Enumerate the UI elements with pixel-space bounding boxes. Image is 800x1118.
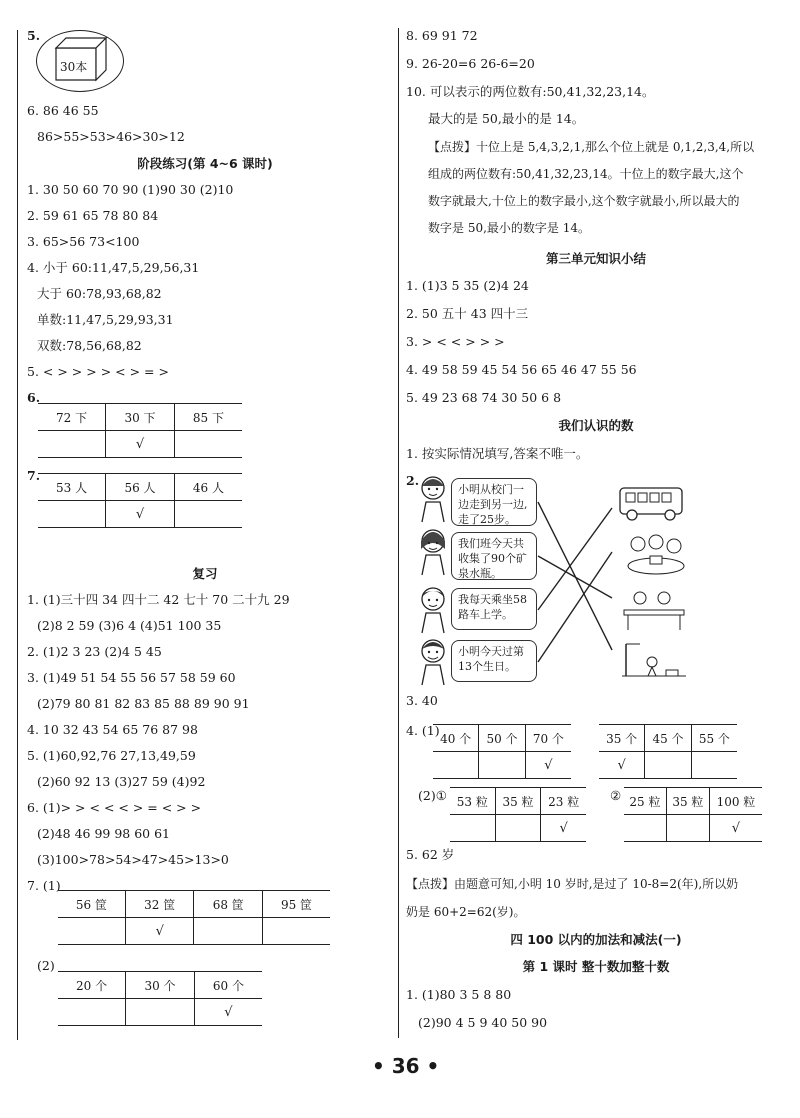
review-q2: 2. (1)2 3 23 (2)4 5 45	[27, 644, 162, 659]
table-cell: 85 下	[174, 404, 242, 431]
table-cell: 53 粒	[450, 788, 495, 815]
table-cell	[433, 752, 479, 779]
boy-birthday-icon	[416, 637, 450, 687]
stage-q4-line-1: 4. 小于 60:11,47,5,29,56,31	[27, 260, 200, 275]
table-cell: 30 个	[126, 972, 195, 999]
speech-bubble-1: 小明从校门一边走到另一边,走了25步。	[451, 478, 537, 526]
table-cell	[691, 752, 737, 779]
lesson1-q1-line-2: (2)90 4 5 9 40 50 90	[418, 1015, 548, 1030]
check-mark: √	[194, 999, 262, 1026]
check-mark: √	[125, 918, 194, 945]
check-mark: √	[525, 752, 571, 779]
unit3-q5: 5. 49 23 68 74 30 50 6 8	[406, 390, 562, 405]
table-cell	[38, 431, 106, 458]
answer-q10-line-2: 最大的是 50,最小的是 14。	[428, 111, 585, 126]
table-cell: 68 筐	[194, 891, 263, 918]
table-cell: 100 粒	[709, 788, 762, 815]
table-cell: 35 个	[599, 725, 645, 752]
stage-q1: 1. 30 50 60 70 90 (1)90 30 (2)10	[27, 182, 234, 197]
stage-q5: 5. < > > > > < > = >	[27, 364, 169, 379]
know-q4-label: 4. (1)	[406, 723, 440, 738]
speech-bubble-4: 小明今天过第13个生日。	[451, 640, 537, 682]
q5-label: 5.	[27, 28, 41, 43]
review-q5-line-1: 5. (1)60,92,76 27,13,49,59	[27, 748, 196, 763]
answer-q10-line-1: 10. 可以表示的两位数有:50,41,32,23,14。	[406, 84, 655, 99]
unit3-q1: 1. (1)3 5 35 (2)4 24	[406, 278, 529, 293]
tip-1-line-3: 数字就最大,十位上的数字最小,这个数字就最小,所以最大的	[428, 194, 740, 208]
table-cell: 95 筐	[263, 891, 330, 918]
table-cell: 70 个	[525, 725, 571, 752]
stage-q6-table	[38, 403, 242, 458]
q6-line-2: 86>55>53>46>30>12	[37, 129, 185, 144]
table-cell: 40 个	[433, 725, 479, 752]
table-cell	[450, 815, 495, 842]
stage-q7-table	[38, 473, 242, 528]
tip-2-line-1: 【点拨】由题意可知,小明 10 岁时,是过了 10-8=2(年),所以奶	[406, 877, 739, 891]
lesson1-q1-line-1: 1. (1)80 3 5 8 80	[406, 987, 512, 1002]
table-cell	[174, 501, 242, 528]
unit3-q2: 2. 50 五十 43 四十三	[406, 306, 529, 321]
know-q4-table-a	[433, 724, 571, 779]
boy-icon	[416, 585, 450, 635]
tip-1-line-2: 组成的两位数有:50,41,32,23,14。十位上的数字最大,这个	[428, 167, 744, 181]
table-cell	[495, 815, 541, 842]
center-divider-line	[398, 28, 399, 1038]
speech-bubble-2: 我们班今天共收集了90个矿泉水瓶。	[451, 532, 537, 580]
table-cell	[38, 501, 106, 528]
know-q4-table-d	[624, 787, 762, 842]
table-cell	[645, 752, 691, 779]
check-mark: √	[106, 431, 175, 458]
table-cell	[126, 999, 195, 1026]
stage-q6-label: 6.	[27, 390, 41, 405]
table-cell: 60 个	[194, 972, 262, 999]
check-mark: √	[106, 501, 175, 528]
heading-stage-practice: 阶段练习(第 4~6 课时)	[137, 156, 273, 171]
stage-q2: 2. 59 61 65 78 80 84	[27, 208, 159, 223]
girl-teacher-icon	[416, 474, 450, 524]
table-cell	[479, 752, 525, 779]
classroom-icon	[618, 588, 690, 634]
q5-box-label: 30本	[60, 60, 88, 74]
table-cell	[174, 431, 242, 458]
know-q5: 5. 62 岁	[406, 847, 455, 862]
know-q4-part2b-label: ②	[610, 788, 622, 803]
heading-chapter-4: 四 100 以内的加法和减法(一)	[510, 932, 682, 947]
review-q7-table-2	[58, 971, 262, 1026]
table-cell	[58, 999, 126, 1026]
table-cell	[194, 918, 263, 945]
review-q1-line-2: (2)8 2 59 (3)6 4 (4)51 100 35	[37, 618, 222, 633]
answer-q9: 9. 26-20=6 26-6=20	[406, 56, 535, 71]
table-cell: 23 粒	[541, 788, 586, 815]
know-q1: 1. 按实际情况填写,答案不唯一。	[406, 446, 589, 461]
table-cell: 56 筐	[58, 891, 125, 918]
school-gate-icon	[618, 640, 690, 680]
heading-review: 复习	[192, 566, 218, 581]
table-cell: 35 粒	[495, 788, 541, 815]
table-cell: 53 人	[38, 474, 106, 501]
table-cell: 55 个	[691, 725, 737, 752]
unit3-q3: 3. > < < > > >	[406, 334, 505, 349]
review-q5-line-2: (2)60 92 13 (3)27 59 (4)92	[37, 774, 206, 789]
table-cell: 50 个	[479, 725, 525, 752]
page-number: • 36 •	[372, 1054, 440, 1078]
table-cell	[624, 815, 666, 842]
matching-lines	[530, 480, 620, 680]
review-q6-line-2: (2)48 46 99 98 60 61	[37, 826, 171, 841]
unit3-q4: 4. 49 58 59 45 54 56 65 46 47 55 56	[406, 362, 637, 377]
review-q3-line-2: (2)79 80 81 82 83 85 88 89 90 91	[37, 696, 250, 711]
stage-q7-label: 7.	[27, 468, 41, 483]
table-cell: 20 个	[58, 972, 126, 999]
table-cell: 72 下	[38, 404, 106, 431]
q6-line-1: 6. 86 46 55	[27, 103, 99, 118]
heading-unit3-summary: 第三单元知识小结	[545, 251, 646, 266]
answer-q8: 8. 69 91 72	[406, 28, 478, 43]
tip-2-line-2: 奶是 60+2=62(岁)。	[406, 905, 526, 919]
table-cell	[58, 918, 125, 945]
review-q7-table-1	[58, 890, 330, 945]
review-q6-line-1: 6. (1)> > < < < > = < > >	[27, 800, 202, 815]
heading-numbers-we-know: 我们认识的数	[558, 418, 634, 433]
review-q4: 4. 10 32 43 54 65 76 87 98	[27, 722, 198, 737]
table-cell	[666, 815, 709, 842]
table-cell: 30 下	[106, 404, 175, 431]
heading-lesson-1: 第 1 课时 整十数加整十数	[522, 959, 670, 974]
table-cell: 46 人	[174, 474, 242, 501]
review-q6-line-3: (3)100>78>54>47>45>13>0	[37, 852, 229, 867]
know-q2-label: 2.	[406, 473, 420, 488]
table-cell	[263, 918, 330, 945]
check-mark: √	[541, 815, 586, 842]
table-cell: 35 粒	[666, 788, 709, 815]
speech-bubble-3: 我每天乘坐58路车上学。	[451, 588, 537, 630]
girl-icon	[416, 527, 450, 577]
table-cell: 25 粒	[624, 788, 666, 815]
stage-q4-line-4: 双数:78,56,68,82	[37, 338, 142, 353]
review-q7-label: 7. (1)	[27, 878, 61, 893]
left-margin-line	[17, 30, 18, 1040]
know-q3: 3. 40	[406, 693, 438, 708]
review-q7-part2-label: (2)	[37, 958, 55, 973]
know-q4-table-b	[599, 724, 737, 779]
stage-q4-line-3: 单数:11,47,5,29,93,31	[37, 312, 174, 327]
birthday-party-icon	[618, 532, 690, 578]
table-cell: 32 筐	[125, 891, 194, 918]
tip-1-line-4: 数字是 50,最小的数字是 14。	[428, 221, 590, 235]
bus-icon	[616, 484, 688, 524]
table-cell: 45 个	[645, 725, 691, 752]
review-q3-line-1: 3. (1)49 51 54 55 56 57 58 59 60	[27, 670, 236, 685]
know-q4-part2-label: (2)①	[418, 788, 447, 803]
know-q4-table-c	[450, 787, 586, 842]
check-mark: √	[709, 815, 762, 842]
stage-q4-line-2: 大于 60:78,93,68,82	[37, 286, 162, 301]
tip-1-line-1: 【点拨】十位上是 5,4,3,2,1,那么个位上就是 0,1,2,3,4,所以	[428, 140, 755, 154]
review-q1-line-1: 1. (1)三十四 34 四十二 42 七十 70 二十九 29	[27, 592, 290, 607]
stage-q3: 3. 65>56 73<100	[27, 234, 140, 249]
table-cell: 56 人	[106, 474, 175, 501]
check-mark: √	[617, 757, 626, 773]
